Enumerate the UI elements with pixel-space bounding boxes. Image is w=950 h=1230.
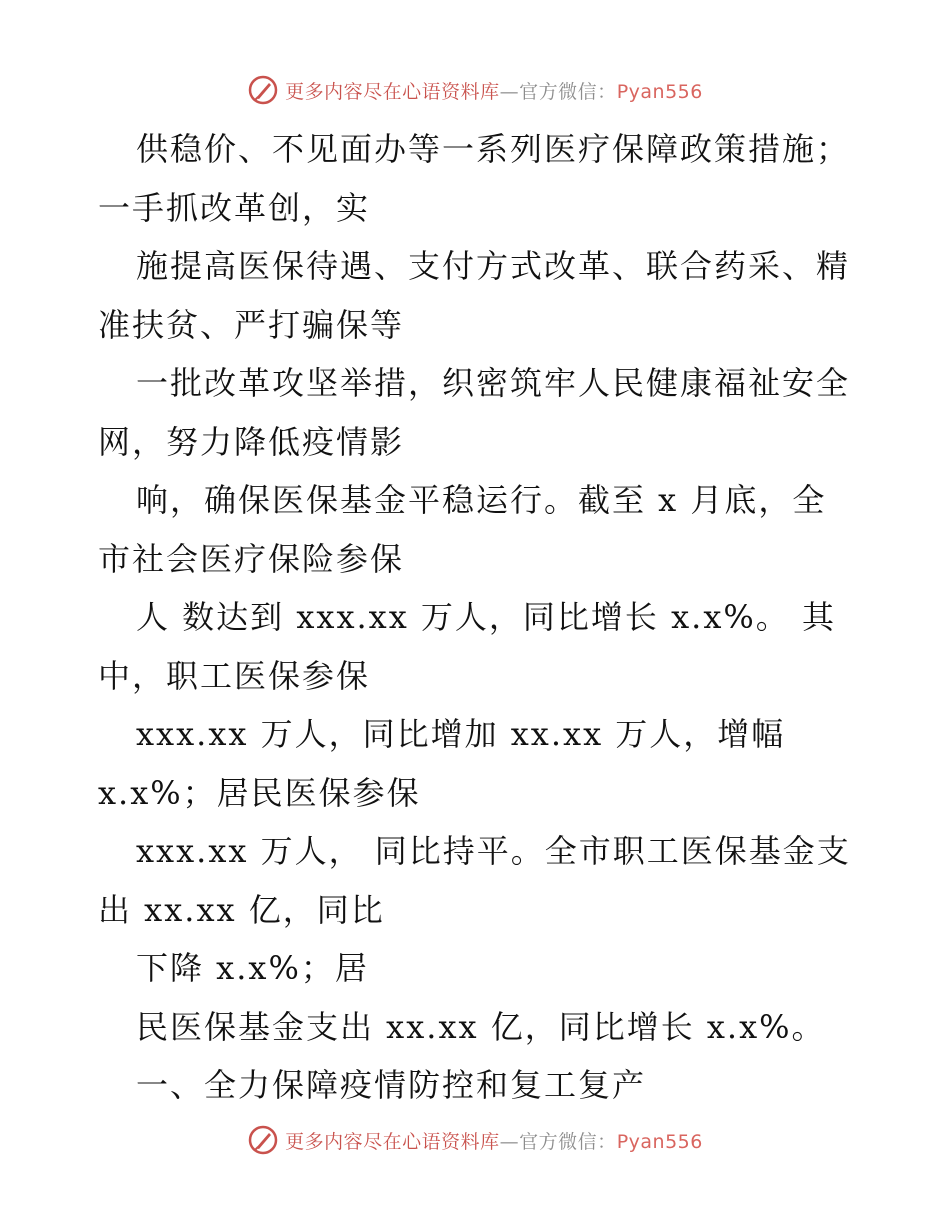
text-line: 出 xx.xx 亿，同比: [98, 890, 385, 929]
text-line: 施提高医保待遇、支付方式改革、联合药采、精: [136, 247, 851, 285]
text-line: 市社会医疗保险参保: [98, 539, 405, 578]
watermark-text: [285, 77, 703, 104]
text-line: 一手抓改革创，实: [98, 188, 371, 227]
text-line: 一、全力保障疫情防控和复工复产: [136, 1066, 647, 1104]
watermark-dash: —: [499, 1130, 520, 1153]
text-line: 中，职工医保参保: [98, 656, 371, 695]
watermark-brand: 更多内容尽在心语资料库: [285, 1130, 500, 1153]
text-line: 供稳价、不见面办等一系列医疗保障政策措施；: [136, 130, 851, 168]
text-line: 响，确保医保基金平稳运行。截至 x 月底，全: [136, 481, 827, 519]
text-line: x.x%；居民医保参保: [98, 773, 421, 812]
text-line: xxx.xx 万人，同比增加 xx.xx 万人，增幅: [136, 715, 786, 753]
watermark-wechat-label: 官方微信：: [519, 80, 617, 103]
watermark-handle: Pyan556: [616, 1130, 703, 1153]
watermark-dash: —: [499, 80, 520, 103]
feather-pen-icon: [247, 74, 279, 106]
watermark-handle: Pyan556: [616, 80, 703, 103]
document-body: [98, 120, 858, 1115]
text-line: 民医保基金支出 xx.xx 亿，同比增长 x.x%。: [136, 1007, 826, 1046]
watermark-text: [285, 1127, 703, 1154]
text-line: 网，努力降低疫情影: [98, 422, 405, 461]
watermark-brand: 更多内容尽在心语资料库: [285, 80, 500, 103]
watermark-wechat-label: 官方微信：: [519, 1130, 617, 1153]
header-watermark: [0, 70, 950, 110]
text-line: 下降 x.x%；居: [136, 949, 369, 987]
text-line: 准扶贫、严打骗保等: [98, 305, 405, 344]
text-line: xxx.xx 万人， 同比持平。全市职工医保基金支: [136, 832, 851, 870]
text-line: 人 数达到 xxx.xx 万人，同比增长 x.x%。 其: [136, 598, 836, 636]
footer-watermark: [0, 1120, 950, 1160]
feather-pen-icon: [247, 1124, 279, 1156]
text-line: 一批改革攻坚举措，织密筑牢人民健康福祉安全: [136, 364, 851, 402]
